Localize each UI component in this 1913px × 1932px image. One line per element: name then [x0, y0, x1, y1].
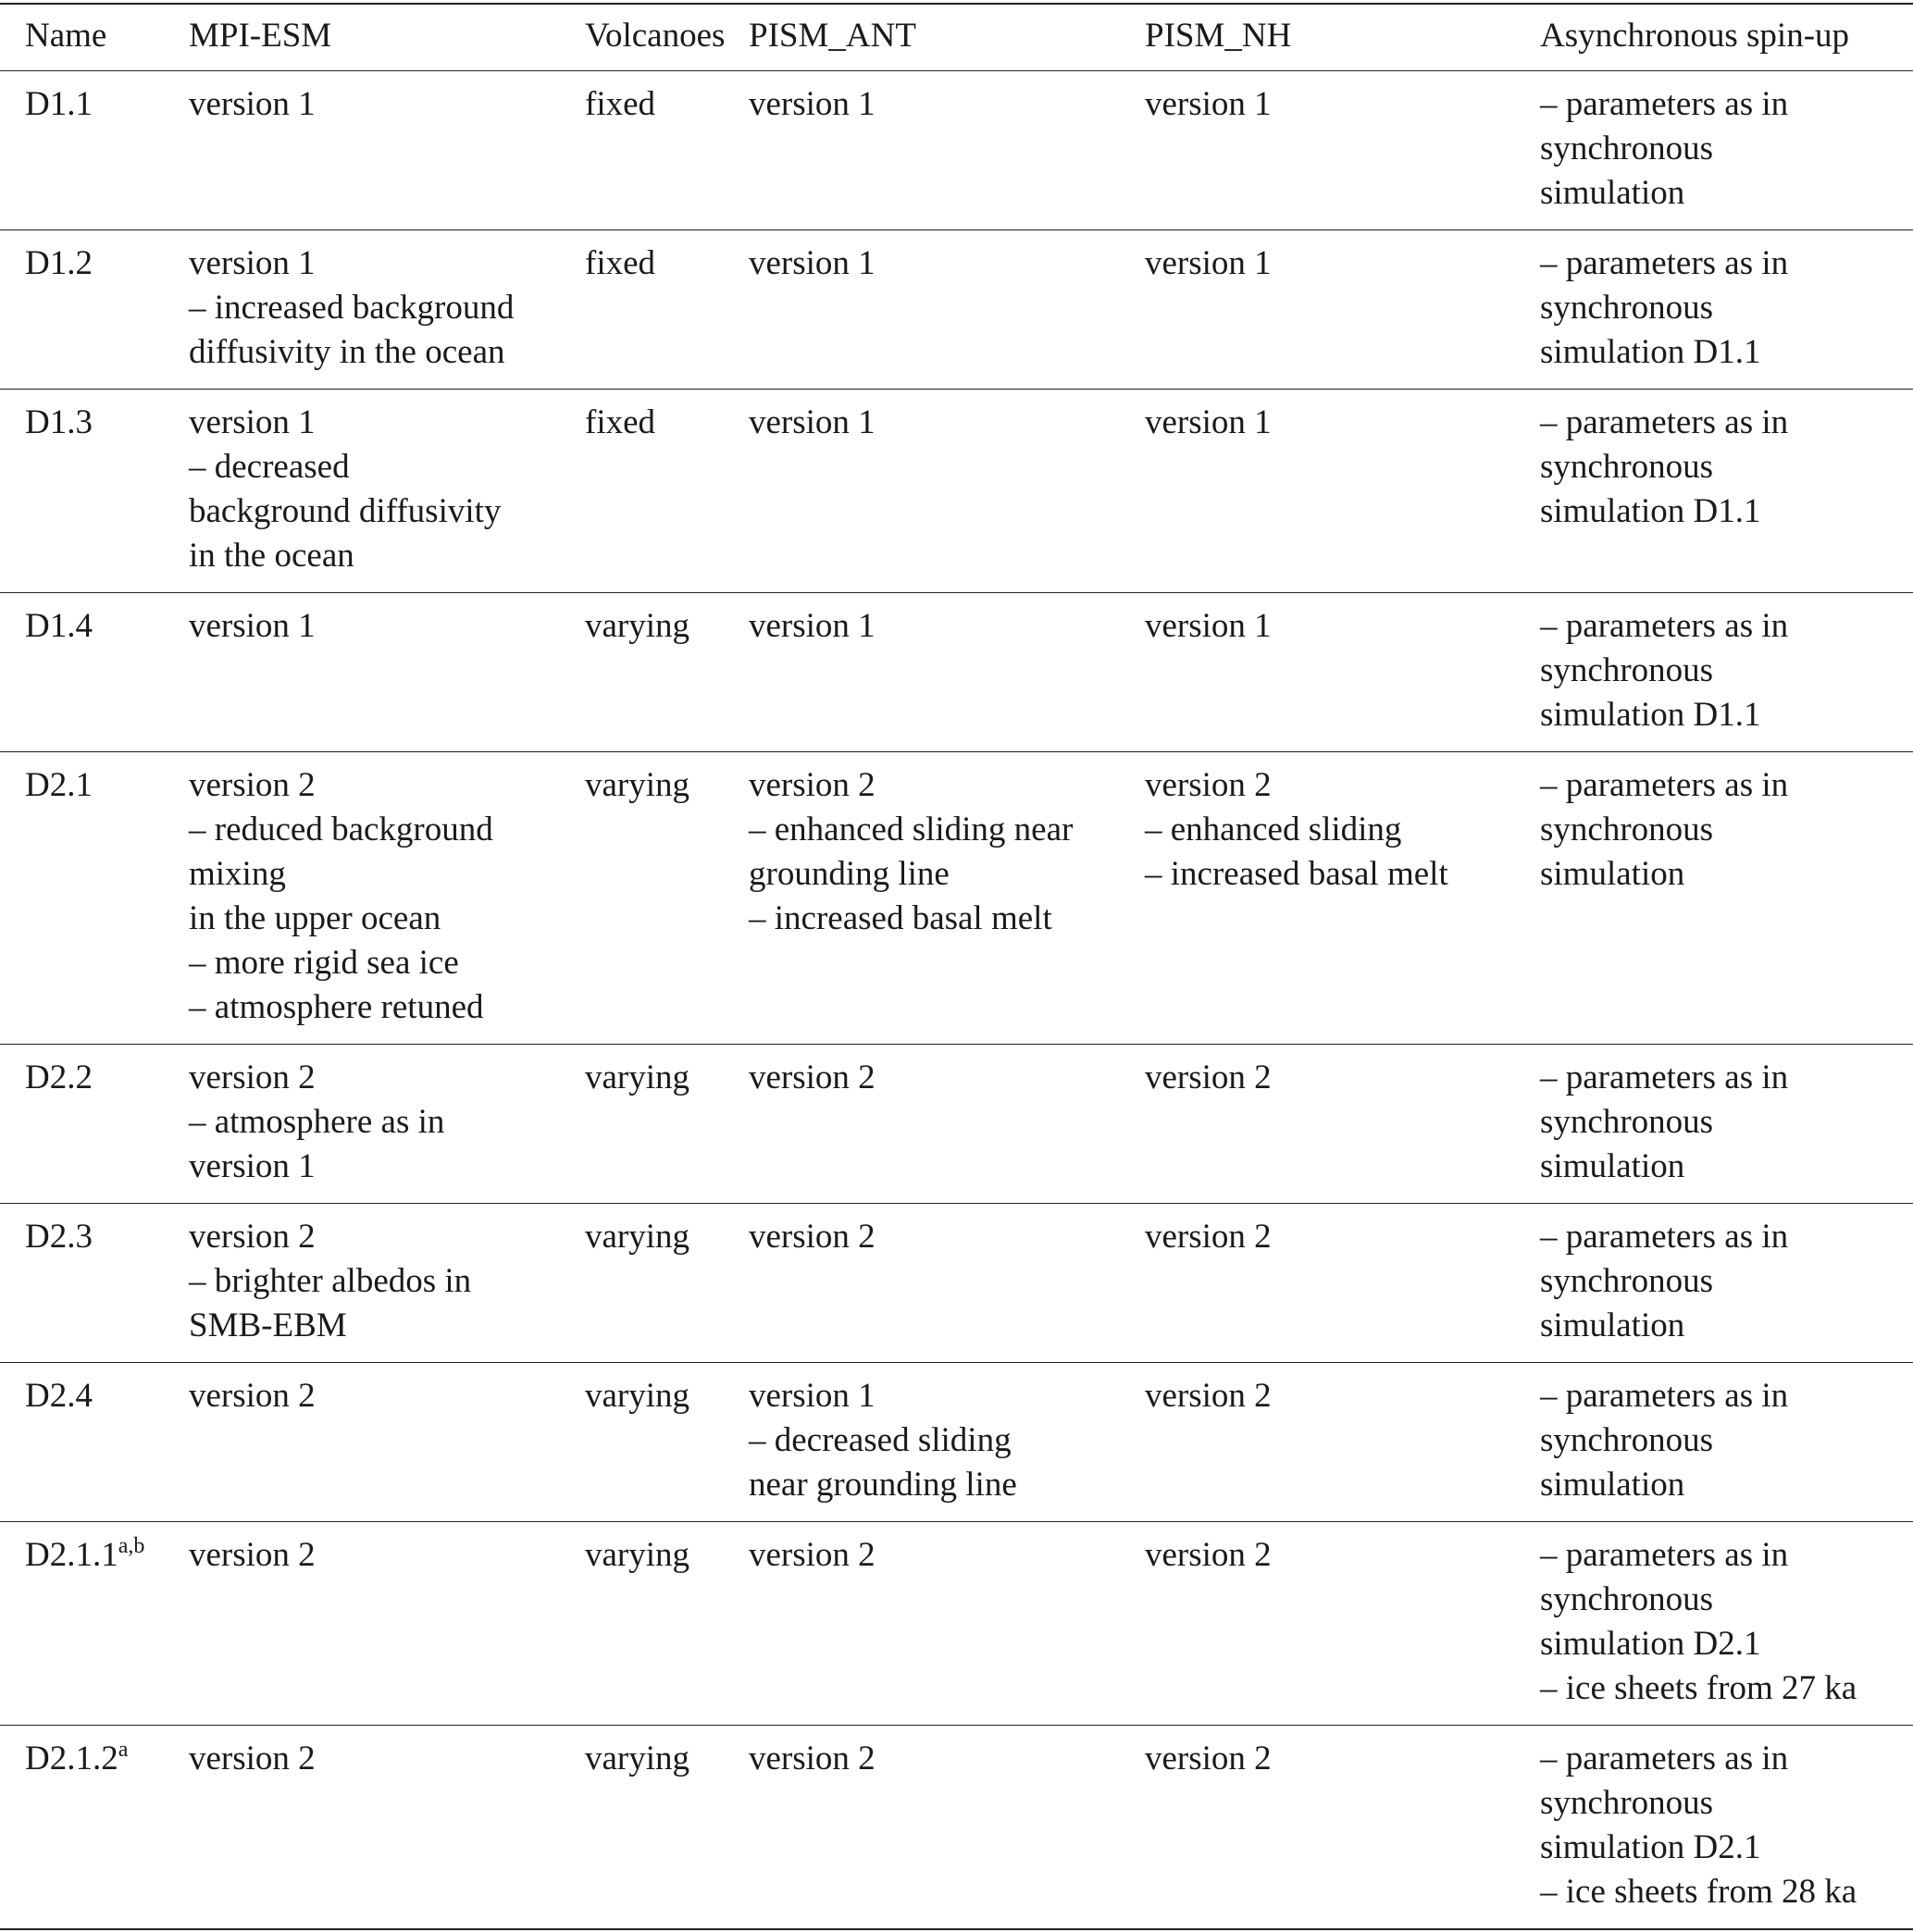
- simulation-name: D1.3: [25, 403, 93, 441]
- cell-line: simulation D1.1: [1540, 492, 1761, 530]
- cell-line: fixed: [585, 85, 656, 123]
- cell-volcanoes: [585, 1737, 749, 1914]
- table-row: [0, 1363, 1913, 1522]
- cell-line: varying: [585, 1218, 690, 1256]
- simulation-name: D1.2: [25, 244, 93, 282]
- cell-spinup: [1540, 82, 1913, 216]
- cell-line: simulation: [1540, 1466, 1685, 1504]
- simulation-name: D2.1.2: [25, 1740, 118, 1777]
- cell-line: version 2: [1145, 1218, 1272, 1256]
- simulation-name: D2.3: [25, 1218, 93, 1256]
- cell-pism-nh: [1145, 1737, 1540, 1914]
- cell-line: varying: [585, 1059, 690, 1096]
- cell-mpi: [189, 1374, 585, 1507]
- cell-line: – parameters as in: [1540, 1059, 1789, 1096]
- cell-volcanoes: [585, 1215, 749, 1348]
- column-header: PISM_ANT: [749, 17, 916, 55]
- cell-line: synchronous: [1540, 1103, 1714, 1141]
- cell-line: version 1: [189, 244, 316, 282]
- cell-line: – reduced background: [189, 811, 493, 848]
- cell-name: [0, 763, 189, 1030]
- cell-mpi: [189, 401, 585, 578]
- cell-volcanoes: [585, 1374, 749, 1507]
- footnote-marker: a,b: [118, 1534, 145, 1558]
- table-row: [0, 1726, 1913, 1930]
- cell-line: varying: [585, 607, 690, 645]
- cell-line: fixed: [585, 244, 656, 282]
- cell-line: version 2: [749, 1218, 876, 1256]
- table-row: [0, 390, 1913, 593]
- footnote-marker: a: [118, 1738, 129, 1762]
- cell-mpi: [189, 242, 585, 375]
- cell-line: simulation D2.1: [1540, 1828, 1761, 1866]
- cell-line: version 1: [189, 607, 316, 645]
- cell-name: [0, 1737, 189, 1914]
- cell-line: simulation: [1540, 174, 1685, 212]
- cell-line: – decreased sliding: [749, 1421, 1012, 1459]
- cell-line: synchronous: [1540, 448, 1714, 486]
- cell-line: synchronous: [1540, 811, 1714, 848]
- cell-line: version 1: [1145, 607, 1272, 645]
- cell-line: version 1: [1145, 403, 1272, 441]
- cell-line: background diffusivity: [189, 492, 502, 530]
- cell-line: varying: [585, 1536, 690, 1574]
- table-row: [0, 1522, 1913, 1726]
- cell-line: version 1: [1145, 244, 1272, 282]
- cell-pism-ant: [749, 1056, 1145, 1189]
- cell-line: – ice sheets from 28 ka: [1540, 1873, 1857, 1911]
- cell-pism-ant: [749, 1374, 1145, 1507]
- simulation-name: D2.1.1: [25, 1536, 118, 1574]
- cell-line: – parameters as in: [1540, 766, 1789, 804]
- cell-line: varying: [585, 1740, 690, 1777]
- table-row: [0, 1045, 1913, 1204]
- cell-spinup: [1540, 1533, 1913, 1711]
- cell-name: [0, 1056, 189, 1189]
- cell-line: varying: [585, 766, 690, 804]
- cell-line: version 2: [189, 1740, 316, 1777]
- cell-spinup: [1540, 401, 1913, 578]
- cell-line: – ice sheets from 27 ka: [1540, 1669, 1857, 1707]
- simulation-name: D2.1: [25, 766, 93, 804]
- cell-line: version 2: [749, 1536, 876, 1574]
- cell-name: [0, 401, 189, 578]
- cell-spinup: [1540, 763, 1913, 1030]
- cell-name: [0, 82, 189, 216]
- table-row: [0, 752, 1913, 1045]
- cell-spinup: [1540, 1056, 1913, 1189]
- column-header: Volcanoes: [585, 17, 726, 55]
- cell-mpi: [189, 1737, 585, 1914]
- cell-line: – enhanced sliding: [1145, 811, 1402, 848]
- cell-pism-ant: [749, 1215, 1145, 1348]
- cell-line: varying: [585, 1377, 690, 1415]
- cell-line: version 1: [749, 85, 876, 123]
- cell-line: – increased basal melt: [1145, 855, 1448, 893]
- cell-volcanoes: [585, 763, 749, 1030]
- cell-line: – parameters as in: [1540, 1218, 1789, 1256]
- cell-line: diffusivity in the ocean: [189, 333, 505, 371]
- cell-line: simulation: [1540, 1307, 1685, 1344]
- cell-volcanoes: [585, 604, 749, 737]
- cell-line: synchronous: [1540, 651, 1714, 689]
- cell-line: synchronous: [1540, 1421, 1714, 1459]
- cell-pism-nh: [1145, 1215, 1540, 1348]
- cell-volcanoes: [585, 82, 749, 216]
- cell-line: simulation D1.1: [1540, 333, 1761, 371]
- cell-line: – enhanced sliding near: [749, 811, 1074, 848]
- cell-volcanoes: [585, 1533, 749, 1711]
- cell-pism-nh: [1145, 604, 1540, 737]
- cell-spinup: [1540, 1374, 1913, 1507]
- cell-line: version 2: [1145, 1377, 1272, 1415]
- simulation-name: D1.1: [25, 85, 93, 123]
- column-header: Asynchronous spin-up: [1540, 17, 1850, 55]
- cell-line: version 1: [749, 244, 876, 282]
- cell-line: – more rigid sea ice: [189, 944, 459, 982]
- cell-line: version 2: [189, 1377, 316, 1415]
- cell-pism-ant: [749, 401, 1145, 578]
- cell-spinup: [1540, 1737, 1913, 1914]
- cell-pism-ant: [749, 604, 1145, 737]
- cell-line: version 2: [749, 1059, 876, 1096]
- cell-line: simulation D1.1: [1540, 696, 1761, 734]
- cell-mpi: [189, 1533, 585, 1711]
- cell-line: simulation D2.1: [1540, 1625, 1761, 1663]
- cell-line: version 1: [749, 403, 876, 441]
- cell-line: – decreased: [189, 448, 350, 486]
- cell-line: – brighter albedos in: [189, 1262, 472, 1300]
- simulation-name: D2.2: [25, 1059, 93, 1096]
- cell-line: version 2: [189, 1059, 316, 1096]
- cell-line: grounding line: [749, 855, 950, 893]
- table-row: [0, 230, 1913, 390]
- cell-line: – parameters as in: [1540, 85, 1789, 123]
- cell-line: synchronous: [1540, 1262, 1714, 1300]
- cell-pism-nh: [1145, 1533, 1540, 1711]
- column-header: Name: [25, 17, 107, 55]
- cell-line: version 2: [189, 766, 316, 804]
- cell-volcanoes: [585, 1056, 749, 1189]
- cell-name: [0, 1374, 189, 1507]
- cell-spinup: [1540, 1215, 1913, 1348]
- cell-line: – parameters as in: [1540, 1536, 1789, 1574]
- cell-pism-ant: [749, 1737, 1145, 1914]
- cell-line: synchronous: [1540, 289, 1714, 327]
- cell-line: version 2: [749, 1740, 876, 1777]
- cell-line: – parameters as in: [1540, 403, 1789, 441]
- cell-mpi: [189, 763, 585, 1030]
- cell-line: – increased background: [189, 289, 515, 327]
- cell-spinup: [1540, 604, 1913, 737]
- cell-line: simulation: [1540, 855, 1685, 893]
- cell-line: – increased basal melt: [749, 899, 1052, 937]
- column-header: MPI-ESM: [189, 17, 332, 55]
- table-row: [0, 593, 1913, 752]
- cell-line: version 1: [749, 1377, 876, 1415]
- cell-pism-nh: [1145, 763, 1540, 1030]
- cell-volcanoes: [585, 242, 749, 375]
- cell-line: version 2: [1145, 1740, 1272, 1777]
- cell-mpi: [189, 604, 585, 737]
- table-header-row: [0, 5, 1913, 71]
- cell-volcanoes: [585, 401, 749, 578]
- cell-line: version 2: [1145, 766, 1272, 804]
- cell-line: simulation: [1540, 1147, 1685, 1185]
- cell-mpi: [189, 1215, 585, 1348]
- cell-line: – atmosphere as in: [189, 1103, 445, 1141]
- table-row: [0, 71, 1913, 230]
- cell-mpi: [189, 82, 585, 216]
- cell-line: version 1: [189, 85, 316, 123]
- cell-line: – parameters as in: [1540, 607, 1789, 645]
- cell-line: version 2: [189, 1536, 316, 1574]
- cell-line: synchronous: [1540, 1580, 1714, 1618]
- cell-line: version 1: [189, 1147, 316, 1185]
- cell-name: [0, 604, 189, 737]
- cell-name: [0, 1215, 189, 1348]
- simulation-name: D2.4: [25, 1377, 93, 1415]
- cell-line: version 1: [1145, 85, 1272, 123]
- cell-mpi: [189, 1056, 585, 1189]
- cell-pism-nh: [1145, 1056, 1540, 1189]
- cell-line: version 2: [1145, 1059, 1272, 1096]
- cell-line: – parameters as in: [1540, 1377, 1789, 1415]
- cell-line: in the ocean: [189, 537, 354, 575]
- cell-line: – parameters as in: [1540, 1740, 1789, 1777]
- cell-line: version 1: [189, 403, 316, 441]
- cell-line: version 2: [1145, 1536, 1272, 1574]
- cell-line: version 2: [189, 1218, 316, 1256]
- cell-line: fixed: [585, 403, 656, 441]
- cell-pism-nh: [1145, 82, 1540, 216]
- cell-pism-ant: [749, 242, 1145, 375]
- cell-line: version 1: [749, 607, 876, 645]
- cell-pism-ant: [749, 763, 1145, 1030]
- cell-line: mixing: [189, 855, 286, 893]
- cell-line: version 2: [749, 766, 876, 804]
- cell-pism-nh: [1145, 242, 1540, 375]
- cell-line: – parameters as in: [1540, 244, 1789, 282]
- table-row: [0, 1204, 1913, 1363]
- cell-name: [0, 1533, 189, 1711]
- cell-pism-nh: [1145, 401, 1540, 578]
- cell-pism-ant: [749, 82, 1145, 216]
- cell-pism-ant: [749, 1533, 1145, 1711]
- cell-line: SMB-EBM: [189, 1307, 347, 1344]
- cell-line: in the upper ocean: [189, 899, 441, 937]
- column-header: PISM_NH: [1145, 17, 1292, 55]
- cell-name: [0, 242, 189, 375]
- cell-line: near grounding line: [749, 1466, 1017, 1504]
- cell-spinup: [1540, 242, 1913, 375]
- simulation-table: [0, 3, 1913, 1930]
- simulation-name: D1.4: [25, 607, 93, 645]
- cell-line: – atmosphere retuned: [189, 988, 484, 1026]
- cell-pism-nh: [1145, 1374, 1540, 1507]
- cell-line: synchronous: [1540, 130, 1714, 167]
- cell-line: synchronous: [1540, 1784, 1714, 1822]
